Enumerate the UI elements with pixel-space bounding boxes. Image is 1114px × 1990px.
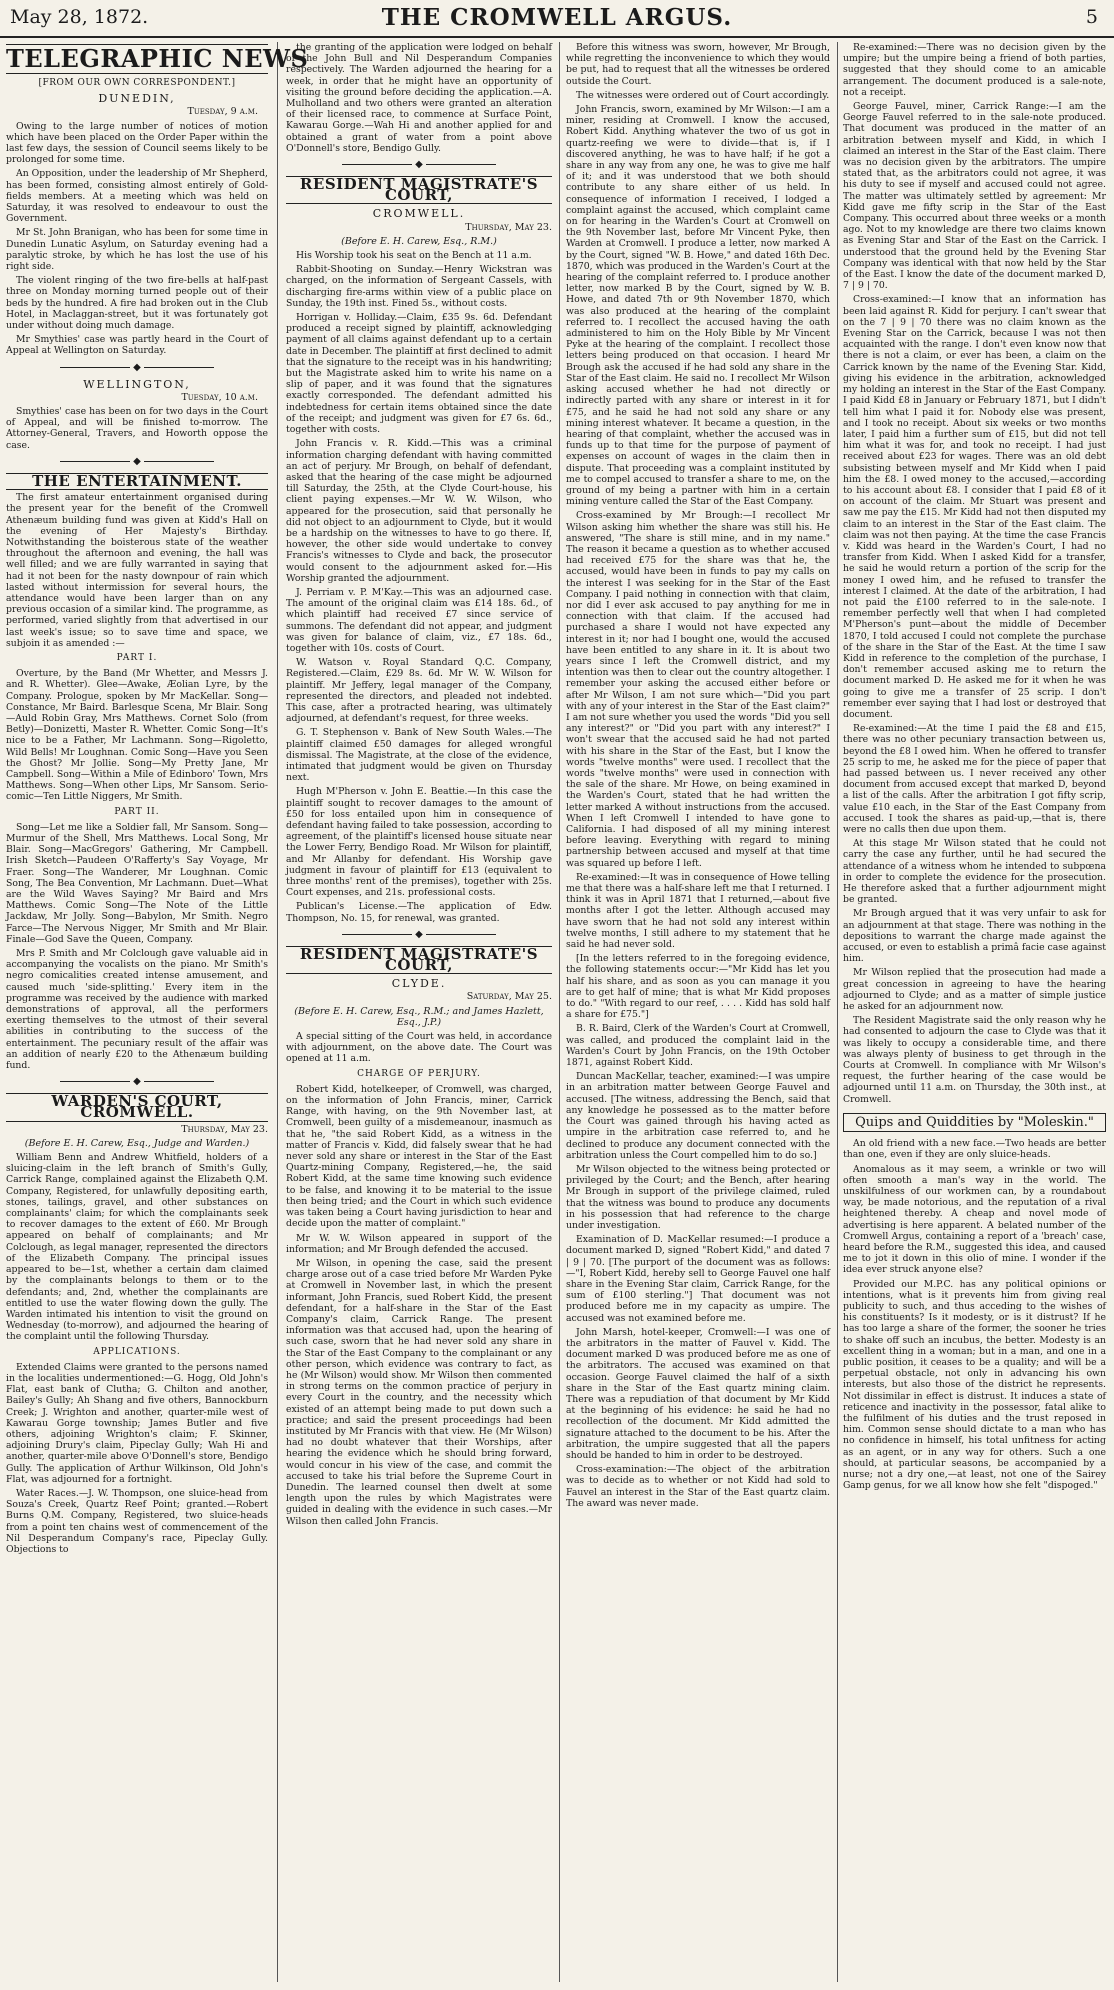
article-paragraph: Before this witness was sworn, however, Mr Brough, while regretting the inconvenience to which they would be put, had to request that all the witnesses be ordered outside the Court. <box>566 42 830 87</box>
column-rule <box>837 42 838 1982</box>
section-divider: ◆ <box>286 160 552 170</box>
quips-heading: Quips and Quiddities by "Moleskin." <box>843 1113 1106 1132</box>
court-bench: (Before E. H. Carew, Esq., R.M.; and James Hazlett, Esq., J.P.) <box>294 1005 544 1028</box>
article-paragraph: Provided our M.P.C. has any political opinions or intentions, what is it prevents him from giving real publicity to such, and thus acceding to the wishes of his constituents? Is it modesty, or is it distrust? If he has too large a share of the former, the sooner he tries to shake off such an incubus, the better. Modesty is an excellent thing in a woman; but in a man, and one in a public position, it ceases to be a quality; and will be a perpetual obstacle, not only in advancing his own interests, but also those of the district he represents. Not dissimilar in effect is distrust. It induces a state of reticence and inactivity in the possessor, fatal alike to the fulfilment of his duties and the trust reposed in him. Common sense should dictate to a man who has no confidence in himself, his total unfitness for acting as an agent, or in any way for others. Such a one should, at particular seasons, be accompanied by a nurse; not a dry one,—at least, not one of the Sairey Gamp genus, for we all know how she felt "dispoged." <box>843 1278 1106 1492</box>
article-paragraph: Mr Brough argued that it was very unfair to ask for an adjournment at that stage. There was nothing in the depositions to warrant the charge made against the accused, or even to establish a primâ facie case against him. <box>843 908 1107 965</box>
article-paragraph: A special sitting of the Court was held, in accordance with adjournment, on the above date. The Court was opened at 11 a.m. <box>286 1031 552 1065</box>
part-heading: PART I. <box>116 652 158 663</box>
article-paragraph: George Fauvel, miner, Carrick Range:—I am the George Fauvel referred to in the sale-note produced. That document was produced in the matter of an arbitration between myself and Kidd, in which I claimed an interest in the Star of the East claim. There was no decision given by the arbitrators. The umpire stated that, as the arbitrators could not agree, it was his duty to see if myself and accused could not agree. The matter was ultimately settled by agreement: Mr Kidd gave me fifty scrip in the Star of the East Company. This occurred about three weeks or a month ago. Not to my knowledge are there two claims known as Evening Star and Star of the East on the Carrick. I understood that the ground held by the Evening Star Company was identical with that now held by the Star of the East. I know the date of the document marked D, 7 | 9 | 70. <box>843 101 1106 292</box>
article-paragraph: the granting of the application were lodged on behalf of the John Bull and Nil Desperandum Companies respectively. The Warden adjourned the hearing for a week, in order that he might have an opportunity of visiting the ground before deciding the application.—A. Mulholland and two others were granted an alteration of their licensed race, to commence at Surface Point, Kawarau Gorge.—Wah Hi and another applied for and obtained a grant of water from a point above O'Donnell's store, Bendigo Gully. <box>286 42 552 154</box>
column-1 <box>6 42 309 1982</box>
article-paragraph: Mr Smythies' case was partly heard in the Court of Appeal at Wellington on Saturday. <box>6 334 268 357</box>
article-paragraph: John Marsh, hotel-keeper, Cromwell:—I was one of the arbitrators in the matter of Fauvel v. Kidd. The document marked D was produced before me as one of the arbitrators. The accused was examined on that occasion. George Fauvel claimed the half of a sixth share in the Star of the East quartz mining claim. There was a repudiation of that document by Mr Kidd at the beginning of his evidence: he said he had no recollection of the document. Mr Kidd admitted the signature attached to the document to be his. After the arbitration, the umpire suggested that all the papers should be handed to him in order to be destroyed. <box>566 1326 830 1461</box>
article-paragraph: Cross-examination:—The object of the arbitration was to decide as to whether or not Kidd had sold to Fauvel an interest in the Star of the East quartz claim. The award was never made. <box>566 1464 830 1509</box>
column-rule <box>559 42 560 1982</box>
article-paragraph: W. Watson v. Royal Standard Q.C. Company, Registered.—Claim, £29 8s. 6d. Mr W. W. Wilson for plaintiff. Mr Jeffery, legal manager of the Company, represented the directors, and pleaded not indebted. This case, after a protracted hearing, was ultimately adjourned, at defendant's request, for three weeks. <box>286 657 552 725</box>
dateline-place: DUNEDIN, <box>98 92 176 106</box>
section-divider: ◆ <box>6 457 268 467</box>
article-paragraph: J. Perriam v. P. M'Kay.—This was an adjourned case. The amount of the original claim was £14 18s. 6d., of which plaintiff had received £7 since service of summons. The defendant did not appear, and judgment was given for balance of claim, viz., £7 18s. 6d., together with 10s. costs of Court. <box>286 586 552 654</box>
newspaper-title: THE CROMWELL ARGUS. <box>381 4 733 31</box>
article-paragraph: The violent ringing of the two fire-bells at half-past three on Monday morning turned people out of their beds by the hundred. A fire had broken out in the Club Hotel, in Maclaggan-street, but it was fortunately got under without doing much damage. <box>6 275 268 332</box>
article-paragraph: Water Races.—J. W. Thompson, one sluice-head from Souza's Creek, Quartz Reef Point; granted.—Robert Burns Q.M. Company, Registered, two sluice-heads from a point ten chains west of commencement of the Nil Desperandum Company's race, Pipeclay Gully. Objections to <box>6 1487 268 1555</box>
article-paragraph: The witnesses were ordered out of Court accordingly. <box>576 89 830 101</box>
article-paragraph: Mr W. W. Wilson appeared in support of the information; and Mr Brough defended the accused. <box>286 1232 552 1255</box>
telegraphic-news-heading: TELEGRAPHIC NEWS <box>6 44 309 73</box>
resident-magistrate-clyde-heading: RESIDENT MAGISTRATE'S COURT, <box>286 946 552 974</box>
programme-paragraph: Song—Let me like a Soldier fall, Mr Sansom. Song—Murmur of the Shell, Mrs Matthews. Local Song, Mr Blair. Song—MacGregors' Gathering, Mr Campbell. Irish Sketch—Paudeen O'Rafferty's Say Voyage, Mr Fraer. Song—The Wanderer, Mr Loughnan. Comic Song, The Bea Convention, Mr Lachmann. Duet—What are the Wild Waves Saying? Mr Baird and Mrs Matthews. Comic Song—The Note of the Little Jackdaw, Mr Jolly. Song—Babylon, Mr Smith. Negro Farce—The Nervous Nigger, Mr Smith and Mr Blair. Finale—God Save the Queen, Company. <box>6 821 268 945</box>
court-date: Thursday, May 23. <box>181 1123 268 1135</box>
article-paragraph: Hugh M'Pherson v. John E. Beattie.—In this case the plaintiff sought to recover damages to the amount of £50 for loss entailed upon him in consequence of defendant having failed to take possession, according to agreement, of the plaintiff's licensed house situate near the Lower Ferry, Bendigo Road. Mr Wilson for plaintiff, and Mr Allanby for defendant. His Worship gave judgment in favour of plaintiff for £13 (equivalent to three months' rent of the premises), together with 25s. Court expenses, and 21s. professional costs. <box>286 786 552 899</box>
part-heading: PART II. <box>114 806 160 817</box>
section-divider: ◆ <box>286 930 552 940</box>
article-paragraph: Extended Claims were granted to the persons named in the localities undermentioned:—G. Hogg, Old John's Flat, east bank of Clutha; G. Chilton and another, Bailey's Gully; Ah Shang and five others, Bannockburn Creek; J. Wrighton and another, quarter-mile west of Kawarau Gorge township; James Butler and five others, adjoining Wrighton's claim; F. Skinner, adjoining Drury's claim, Pipeclay Gully; Wah Hi and another, quarter-mile above O'Donnell's store, Bendigo Gully. The application of Arthur Wilkinson, Old John's Flat, was adjourned for a fortnight. <box>6 1361 268 1485</box>
column-rule <box>277 42 278 1982</box>
article-paragraph: Cross-examined by Mr Brough:—I recollect Mr Wilson asking him whether the share was still his. He answered, "The share is still mine, and in my name." The reason it became a question as to whether accused had received £75 for the share was that he, the accused, would have been in funds to pay my calls on the interest I was seeking for in the Star of the East Company. I paid nothing in connection with that claim, nor did I ever ask accused to pay anything for me in connection with that claim. If the accused had purchased a share I would not have expected any interest in it; nor had I bought one, would the accused have been entitled to any share in it. It is about two years since I left the Cromwell district, and my intention was then to clear out the country altogether. I remember your asking the accused either before or after Mr Wilson, I am not sure which—"Did you part with any of your interest in the Star of the East claim?" I am not sure whether you used the words "Did you sell any interest?" or "Did you part with any interest?" I won't swear that the accused said he had not parted with his share in the Star of the East, but I know the words "twelve months" were used. I recollect that the words "twelve months" were used in connection with the sale of the share. Mr Howe, on being examined in the Warden's Court, stated that he had written the letter marked A without instructions from the accused. When I left Cromwell I intended to have gone to California. I had disposed of all my mining interest before leaving. Everything with regard to mining partnership between accused and myself at that time was squared up before I left. <box>566 510 830 869</box>
article-paragraph: G. T. Stephenson v. Bank of New South Wales.—The plaintiff claimed £50 damages for alleged wrongful dismissal. The Magistrate, at the close of the evidence, intimated that judgment would be given on Thursday next. <box>286 727 552 784</box>
article-paragraph: Owing to the large number of notices of motion which have been placed on the Order Paper within the last few days, the session of Council seems likely to be prolonged for some time. <box>6 120 268 166</box>
article-paragraph: Anomalous as it may seem, a wrinkle or two will often smooth a man's way in the world. The unskilfulness of our workmen can, by a roundabout way, be made notorious, and the reputation of a rival heightened thereby. A cheap and novel mode of advertising is here apparent. A belated number of the Cromwell Argus, containing a report of a 'breach' case, heard before the R.M., suggested this idea, and caused me to jot it down in this olio of mine. I wonder if the idea ever struck anyone else? <box>843 1163 1106 1276</box>
court-place: CROMWELL. <box>372 207 466 221</box>
article-paragraph: John Francis, sworn, examined by Mr Wilson:—I am a miner, residing at Cromwell. I know the accused, Robert Kidd. Anything whatever the two of us got in quartz-reefing we were to divide—that is, if I discovered anything, he was to have half; if he got a share in any way from any one, he was to give me half of it; and it was understood that we both should contribute to any share either of us held. In consequence of information I received, I lodged a complaint against the accused, which complaint came on for hearing in the Warden's Court at Cromwell on the 9th November last, before Mr Vincent Pyke, then Warden at Cromwell. I produce a letter, now marked A by the Court, signed "W. B. Howe," and dated 16th Dec. 1870, which was produced in the Warden's Court at the hearing of the complaint referred to. I produce another letter, now marked B by the Court, signed by W. B. Howe, and dated 7th or 9th November 1870, which was also produced at the hearing of the complaint referred to. I recollect the accused having the oath administered to him on the Holy Bible by Mr Vincent Pyke at the hearing of the complaint. I recollect those letters being produced on that occasion. I heard Mr Brough ask the accused if he had sold any share in the Star of the East claim. He said no. I recollect Mr Wilson asking accused whether he had not directly or indirectly parted with any share or interest in it for £75, and he said he had not sold any share or any mining interest whatever. It became a question, in the hearing of that complaint, whether the accused was in funds up to that time for the purpose of payment of expenses on account of wages in the claim then in dispute. That proceeding was a complaint instituted by me to compel accused to transfer a share to me, on the ground of my being a partner with him in a certain mining venture called the Star of the East Company. <box>566 104 830 508</box>
page-number: 5 <box>1085 6 1098 28</box>
article-paragraph: Cross-examined:—I know that an information has been laid against R. Kidd for perjury. I can't swear that on the 7 | 9 | 70 there was no claim known as the Evening Star on the Carrick, because I was not then acquainted with the range. I don't even know now that there is not a claim, or ever has been, a claim on the Carrick known by the name of the Evening Star. Kidd, giving his evidence in the arbitration, acknowledged my holding an interest in the Star of the East Company. I paid Kidd £8 in January or February 1871, but I didn't tell him what I paid it for. Nobody else was present, and I took no receipt. About six weeks or two months later, I paid him a further sum of £15, but did not tell him what it was for, and took no receipt. I had just received about £23 for wages. There was an old debt subsisting between myself and Mr Kidd when I paid him the £8. I owed money to the accused,—according to his account about £8. I consider that I paid £8 of it on account of the claim. Mr Stuart was present and saw me pay the £15. Mr Kidd had not then disputed my claim to an interest in the Star of the East claim. The claim was not then paying. At the time the case Francis v. Kidd was heard in the Warden's Court, I had no transfer from Kidd. When I asked Kidd for a transfer, he said he would return a portion of the scrip for the money I owed him, and he refused to transfer the interest I claimed. At the date of the arbitration, I had not paid the £100 referred to in the sale-note. I remember perfectly well that when I had completed M'Pherson's punt—about the middle of December 1870, I told accused I could not complete the purchase of the share in the Star of the East. At the time I saw Kidd in reference to the completion of the purchase, I don't remember accused asking me to return the document marked D. He asked me for it when he was going to give me a transfer of 25 scrip. I don't remember ever saying that I had lost or destroyed that document. <box>843 294 1106 720</box>
dateline-time: Tuesday, 9 a.m. <box>187 106 258 118</box>
article-paragraph: Re-examined:—At the time I paid the £8 and £15, there was no other pecuniary transaction between us, beyond the £8 I owed him. When he offered to transfer 25 scrip to me, he asked me for the piece of paper that had passed between us. I never received any other document from accused except that marked D, beyond a list of the calls. After the arbitration I got fifty scrip, value £10 each, in the Star of the East Company from accused. I took the shares as paid-up,—that is, there were no calls then due upon them. <box>843 723 1106 836</box>
court-date: Saturday, May 25. <box>466 991 552 1003</box>
section-divider: ◆ <box>6 1077 268 1087</box>
article-paragraph: Rabbit-Shooting on Sunday.—Henry Wickstran was charged, on the information of Sergeant Cassels, with discharging fire-arms within view of a public place on Sunday, the 19th inst. Fined 5s., without costs. <box>286 264 552 309</box>
column-3 <box>566 42 830 1982</box>
article-paragraph: B. R. Baird, Clerk of the Warden's Court at Cromwell, was called, and produced the complaint laid in the Warden's Court by John Francis, on the 19th October 1871, against Robert Kidd. <box>566 1023 830 1069</box>
section-divider: ◆ <box>6 363 268 373</box>
article-paragraph: Re-examined:—There was no decision given by the umpire; but the umpire being a friend of both parties, suggested that they should come to an amicable arrangement. The document produced is a sale-note, not a receipt. <box>843 42 1106 98</box>
article-paragraph: Duncan MacKellar, teacher, examined:—I was umpire in an arbitration matter between George Fauvel and accused. [The witness, addressing the Bench, said that any knowledge he possessed as to the matter before the Court was gained through his having acted as umpire in the arbitration case referred to, and he declined to produce any document connected with the arbitration unless the Court compelled him to do so.] <box>566 1071 830 1161</box>
article-paragraph: Mr Wilson, in opening the case, said the present charge arose out of a case tried before Mr Warden Pyke at Cromwell in November last, in which the present informant, John Francis, sued Robert Kidd, the present defendant, for a half-share in the Star of the East Company's claim, Carrick Range. The present information was that accused had, upon the hearing of such case, sworn that he had never sold any share in the Star of the East Company to the complainant or any other person, which evidence was contrary to fact, as he (Mr Wilson) would show. Mr Wilson then commented in strong terms on the common practice of perjury in every Court in the country, and the necessity which existed of an attempt being made to put down such a practice; and said the present proceedings had been instituted by Mr Francis with that view. He (Mr Wilson) had no doubt whatever that their Worships, after hearing the evidence which he should bring forward, would concur in his view of the case, and commit the accused to take his trial before the Supreme Court in Dunedin. The learned counsel then dwelt at some length upon the rules by which Magistrates were guided in dealing with the evidence in such cases.—Mr Wilson then called John Francis. <box>286 1257 552 1527</box>
byline: [FROM OUR OWN CORRESPONDENT.] <box>38 78 236 88</box>
article-paragraph: William Benn and Andrew Whitfield, holders of a sluicing-claim in the left branch of Smith's Gully, Carrick Range, complained against the Elizabeth Q.M. Company, Registered, for unlawfully depositing earth, stones, tailings, gravel, and other substances on complainants' claim; for which the complainants seek to recover damages to the extent of £60. Mr Brough appeared on behalf of complainants; and Mr Colclough, as legal manager, represented the directors of the Elizabeth Company. The principal issues appeared to be—1st, whether a certain dam claimed by the complainants belongs to them or to the defendants; and, 2nd, whether the complainants are entitled to use the water flowing down the gully. The Warden intimated his intention to visit the ground on Wednesday (to-morrow), and adjourned the hearing of the complaint until the following Thursday. <box>6 1152 268 1343</box>
article-paragraph: Mr St. John Branigan, who has been for some time in Dunedin Lunatic Asylum, on Saturday evening had a paralytic stroke, by which he has lost the use of his right side. <box>6 227 268 273</box>
article-paragraph: An old friend with a new face.—Two heads are better than one, even if they are only sluice-heads. <box>843 1138 1106 1161</box>
article-paragraph: Robert Kidd, hotelkeeper, of Cromwell, was charged, on the information of John Francis, miner, Carrick Range, with having, on the 9th November last, at Cromwell, been guilty of a misdemeanour, inasmuch as that he, "the said Robert Kidd, as a witness in the matter of Francis v. Kidd, did falsely swear that he had never sold any share or interest in the Star of the East Quartz-mining Company, Registered,—he, the said Robert Kidd, at the same time knowing such evidence to be false, and knowing it to be material to the issue then being tried; and the Court in which such evidence was taken being a Court having jurisdiction to hear and decide upon the matter of complaint." <box>286 1083 552 1230</box>
programme-paragraph: Overture, by the Band (Mr Whetter, and Messrs J. and R. Whetter). Glee—Awake, Æolian Lyre, by the Company. Prologue, spoken by Mr MacKellar. Song—Constance, Mr Baird. Barlesque Scena, Mr Blair. Song—Auld Robin Gray, Mrs Matthews. Cornet Solo (from Betly)—Donizetti, Master R. Whetter. Comic Song—It's nice to be a Father, Mr Lachmann. Song—Rigoletto, Wild Bells! Mr Loughnan. Comic Song—Have you Seen the Ghost? Mr Jollie. Song—My Pretty Jane, Mr Campbell. Song—Within a Mile of Edinboro' Town, Mrs Matthews. Song—When other Lips, Mr Sansom. Serio-comic—Ten Little Niggers, Mr Smith. <box>6 668 268 803</box>
court-bench: (Before E. H. Carew, Esq., Judge and Warden.) <box>24 1137 250 1149</box>
article-paragraph: An Opposition, under the leadership of Mr Shepherd, has been formed, consisting almost entirely of Gold-fields members. At a meeting which was held on Saturday, it was resolved to endeavour to oust the Government. <box>6 168 268 225</box>
article-paragraph: John Francis v. R. Kidd.—This was a criminal information charging defendant with having committed an act of perjury. Mr Brough, on behalf of defendant, asked that the hearing of the case might be adjourned till Saturday, the 25th, at the Clyde Court-house, his client paying expenses.—Mr W. W. Wilson, who appeared for the prosecution, said that personally he did not object to an adjournment to Clyde, but it would be a hardship on the witnesses to have to go there. If, however, the other side would undertake to convey Francis's witnesses to Clyde and back, the prosecutor would consent to the adjournment asked for.—His Worship granted the adjournment. <box>286 438 552 584</box>
resident-magistrate-heading: RESIDENT MAGISTRATE'S COURT, <box>286 176 552 204</box>
applications-heading: APPLICATIONS. <box>93 1346 181 1357</box>
article-paragraph: The Resident Magistrate said the only reason why he had consented to adjourn the case to Clyde was that it was likely to occupy a considerable time, and there was always plenty of business to get through in the Courts at Cromwell. In compliance with Mr Wilson's request, the further hearing of the case would be adjourned until 11 a.m. on Thursday, the 30th inst., at Cromwell. <box>843 1015 1106 1105</box>
dateline-place: WELLINGTON, <box>83 377 191 391</box>
issue-date: May 28, 1872. <box>10 6 149 28</box>
article-paragraph: Mrs P. Smith and Mr Colclough gave valuable aid in accompanying the vocalists on the piano. Mr Smith's negro comicalities created intense amusement, and caused much 'side-splitting.' Every item in the programme was received by the audience with marked demonstrations of approval, all the performers exerting themselves to the utmost of their several abilities in contributing to the success of the entertainment. The pecuniary result of the affair was an addition of nearly £20 to the Athenæum building fund. <box>6 948 268 1072</box>
column-2 <box>286 42 552 1982</box>
court-bench: (Before E. H. Carew, Esq., R.M.) <box>341 235 497 247</box>
column-4 <box>843 42 1106 1982</box>
court-date: Thursday, May 23. <box>465 221 552 233</box>
masthead <box>0 0 1114 38</box>
article-paragraph: Examination of D. MacKellar resumed:—I produce a document marked D, signed "Robert Kidd," and dated 7 | 9 | 70. [The purport of the document was as follows:—"I, Robert Kidd, hereby sell to George Fauvel one half share in the Evening Star claim, Carrick Range, for the sum of £100 sterling."] That document was not produced before me in my capacity as umpire. The accused was not examined before me. <box>566 1234 830 1324</box>
article-paragraph: His Worship took his seat on the Bench at 11 a.m. <box>296 250 532 262</box>
court-place: CLYDE. <box>391 977 447 991</box>
article-paragraph: The first amateur entertainment organised during the present year for the benefit of the Cromwell Athenæum building fund was given at Kidd's Hall on the evening of Her Majesty's Birthday. Notwithstanding the boisterous state of the weather throughout the afternoon and evening, the hall was well filled; and we are fully warranted in saying that had it not been for the nasty downpour of rain which lasted without intermission for several hours, the attendance would have been larger than on any previous occasion of a similar kind. The programme, as performed, varied slightly from that advertised in our last week's issue; so to save time and space, we subjoin it as amended :— <box>6 492 268 649</box>
wardens-court-heading: WARDEN'S COURT, CROMWELL. <box>6 1093 268 1121</box>
article-paragraph: Horrigan v. Holliday.—Claim, £35 9s. 6d. Defendant produced a receipt signed by plaintiff, acknowledging payment of all claims against defendant up to a certain date in December. The plaintiff at first declined to admit that the signature to the receipt was in his handwriting; but the Magistrate asked him to write his name on a slip of paper, and it was found that the signatures exactly corresponded. The defendant admitted his indebtedness for certain items obtained since the date of the receipt; and judgment was given for £7 6s. 6d., together with costs. <box>286 312 552 436</box>
article-paragraph: Mr Wilson objected to the witness being protected or privileged by the Court; and the Bench, after hearing Mr Brough in support of the privilege claimed, ruled that the witness was bound to produce any documents in his possession that had reference to the charge under investigation. <box>566 1163 830 1231</box>
entertainment-heading: THE ENTERTAINMENT. <box>6 473 268 490</box>
article-paragraph: Smythies' case has been on for two days in the Court of Appeal, and will be finished to-morrow. The Attorney-General, Travers, and Howorth oppose the case. <box>6 406 268 451</box>
dateline-time: Tuesday, 10 a.m. <box>181 391 258 403</box>
article-paragraph: Publican's License.—The application of Edw. Thompson, No. 15, for renewal, was granted. <box>286 901 552 924</box>
charge-heading: CHARGE OF PERJURY. <box>357 1068 481 1079</box>
article-paragraph: Mr Wilson replied that the prosecution had made a great concession in agreeing to have the hearing adjourned to Clyde; and as a matter of simple justice he asked for an adjournment now. <box>843 967 1106 1013</box>
article-paragraph: At this stage Mr Wilson stated that he could not carry the case any further, until he had secured the attendance of a witness whom he intended to subpœna in order to complete the evidence for the prosecution. He therefore asked that a further adjournment might be granted. <box>843 838 1106 906</box>
article-paragraph: [In the letters referred to in the foregoing evidence, the following statements occur:—"Mr Kidd has let you half his share, and as soon as you can manage it you are to get half of mine; that is what Mr Kidd proposes to do." "With regard to our reef, . . . . Kidd has sold half a share for £75."] <box>566 953 830 1021</box>
article-paragraph: Re-examined:—It was in consequence of Howe telling me that there was a half-share left me that I returned. I think it was in April 1871 that I returned,—about five months after I got the letter. Although accused may have sworn that he had not sold any interest within twelve months, I still adhere to my statement that he said he had never sold. <box>566 871 830 951</box>
